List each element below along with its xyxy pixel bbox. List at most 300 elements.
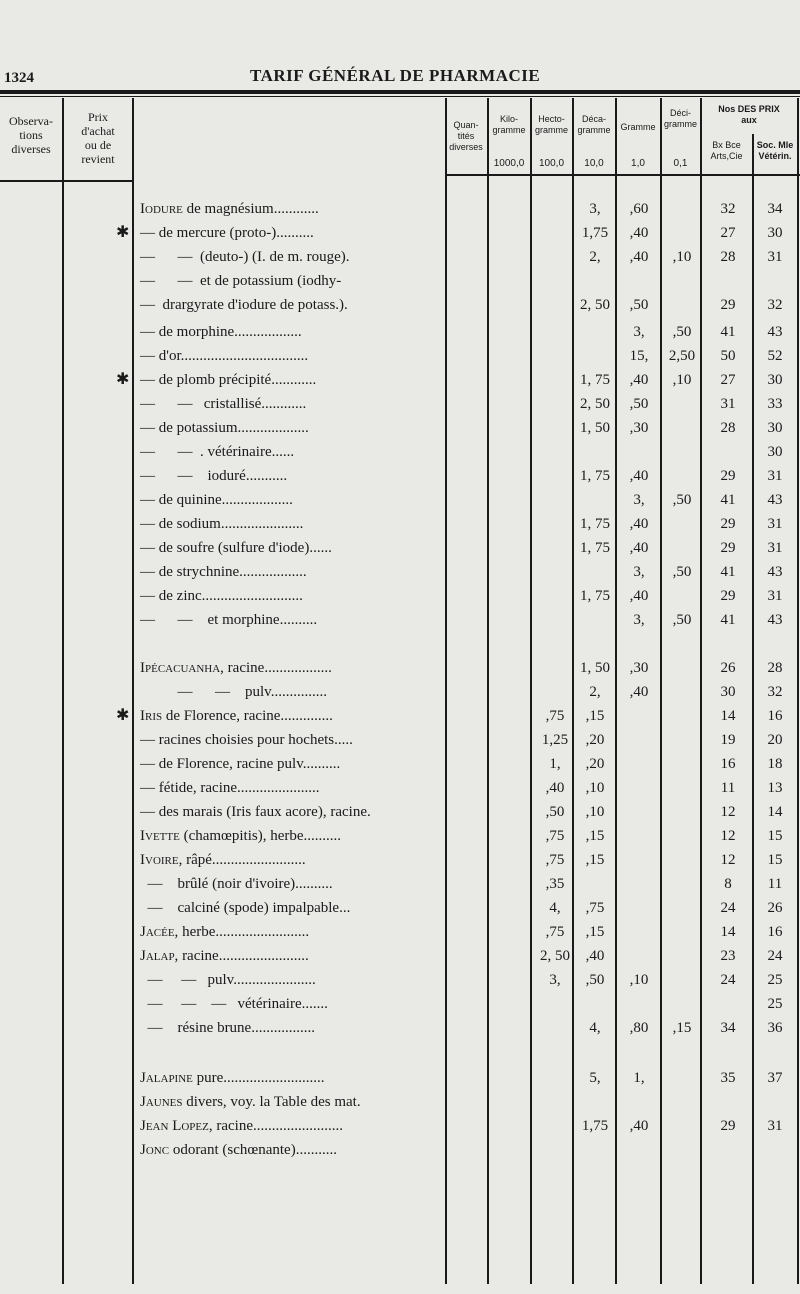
row-entry-name: Iodure	[140, 201, 183, 217]
price-soc-veterinaire: 30	[767, 420, 783, 436]
price-decagramme: ,10	[585, 780, 605, 796]
price-decagramme: ,15	[585, 708, 605, 724]
row-label	[140, 440, 294, 464]
row-leader-dots: ...............	[270, 684, 327, 700]
table-row	[0, 920, 800, 944]
price-arts: 34	[720, 1020, 736, 1036]
row-entry-text: de magnésium	[182, 201, 274, 217]
row-leader-dots: ..........	[295, 876, 333, 892]
price-decigramme: 2,50	[668, 348, 696, 364]
price-soc-veterinaire: 43	[767, 564, 783, 580]
table-row	[0, 464, 800, 488]
price-decagramme: 1, 50	[580, 420, 610, 436]
price-gramme: ,80	[629, 1020, 649, 1036]
price-arts: 41	[720, 564, 736, 580]
header-rule-left	[0, 180, 132, 182]
price-decagramme: 1, 75	[580, 516, 610, 532]
price-arts: 31	[720, 396, 736, 412]
price-soc-veterinaire: 31	[767, 1118, 783, 1134]
table-row	[0, 1090, 800, 1114]
price-gramme: 15,	[629, 348, 649, 364]
table-row	[0, 824, 800, 848]
header-gramme: Gramme	[620, 122, 656, 132]
price-soc-veterinaire: 30	[767, 225, 783, 241]
row-entry-text: racine	[223, 660, 265, 676]
header-prix-achat: Prix d'achat ou de revient	[81, 110, 115, 166]
row-leader-dots: ............	[271, 372, 317, 388]
header-observations: Observa- tions diverses	[9, 114, 53, 156]
row-label	[140, 221, 314, 245]
table-row	[0, 245, 800, 269]
table-row	[0, 1016, 800, 1040]
row-label	[140, 776, 320, 800]
row-entry-text: odorant (schœnante)	[169, 1142, 296, 1158]
table-row	[0, 776, 800, 800]
price-arts: 23	[720, 948, 736, 964]
price-soc-veterinaire: 25	[767, 972, 783, 988]
price-soc-veterinaire: 37	[767, 1070, 783, 1086]
header-arts: Bx Bce Arts,Cie	[710, 140, 743, 161]
header-deca-value: 10,0	[584, 158, 604, 169]
row-label	[140, 464, 287, 488]
table-row	[0, 221, 800, 245]
row-entry-text: — de Florence, racine pulv	[140, 756, 303, 772]
header-decigramme: Déci- gramme	[663, 108, 697, 129]
price-soc-veterinaire: 52	[767, 348, 783, 364]
header-hectogramme: Hecto- gramme	[534, 114, 568, 135]
row-entry-text: divers, voy. la Table des mat.	[182, 1094, 361, 1110]
row-leader-dots: ..................	[264, 660, 332, 676]
price-hectogramme: 3,	[549, 972, 561, 988]
price-gramme: ,50	[629, 297, 649, 313]
price-soc-veterinaire: 31	[767, 468, 783, 484]
price-decigramme: ,50	[672, 324, 692, 340]
row-entry-text: — des marais (Iris faux acore), racine.	[140, 804, 371, 820]
table-row	[0, 896, 800, 920]
price-soc-veterinaire: 28	[767, 660, 783, 676]
price-gramme: ,30	[629, 660, 649, 676]
table-row	[0, 992, 800, 1016]
price-gramme: ,40	[629, 1118, 649, 1134]
row-entry-text: — de quinine	[140, 492, 222, 508]
price-hectogramme: ,35	[545, 876, 565, 892]
table-row	[0, 848, 800, 872]
row-leader-dots: .......	[301, 996, 328, 1012]
price-decagramme: ,50	[585, 972, 605, 988]
row-leader-dots: ..........	[302, 756, 341, 772]
row-leader-dots: .....	[334, 732, 353, 748]
price-soc-veterinaire: 31	[767, 540, 783, 556]
row-leader-dots: ..................	[239, 564, 307, 580]
price-soc-veterinaire: 26	[767, 900, 783, 916]
row-leader-dots: ...........................	[201, 588, 303, 604]
price-decagramme: 1,75	[581, 225, 609, 241]
row-entry-text: — de soufre (sulfure d'iode)	[140, 540, 310, 556]
page-title: TARIF GÉNÉRAL DE PHARMACIE	[250, 66, 541, 85]
price-hectogramme: 4,	[549, 900, 561, 916]
price-soc-veterinaire: 33	[767, 396, 783, 412]
table-row	[0, 1138, 800, 1162]
row-leader-dots: ........................	[253, 1118, 343, 1134]
price-decagramme: ,10	[585, 804, 605, 820]
row-label	[140, 197, 319, 221]
row-entry-name: Jalapine	[140, 1070, 193, 1086]
price-decagramme: ,15	[585, 924, 605, 940]
table-row	[0, 1114, 800, 1138]
price-decigramme: ,10	[672, 249, 692, 265]
price-arts: 28	[720, 420, 736, 436]
price-soc-veterinaire: 43	[767, 492, 783, 508]
price-soc-veterinaire: 43	[767, 324, 783, 340]
table-row	[0, 344, 800, 368]
row-entry-text: — de zinc	[140, 588, 202, 604]
row-entry-text: racine	[212, 1118, 253, 1134]
row-star-icon: ✱	[116, 224, 130, 241]
price-decagramme: 2, 50	[580, 396, 610, 412]
price-soc-veterinaire: 16	[767, 708, 783, 724]
row-label	[140, 1138, 337, 1162]
price-hectogramme: 1,	[549, 756, 561, 772]
page-number: 1324	[4, 70, 34, 86]
price-arts: 28	[720, 249, 736, 265]
row-entry-text: — de morphine	[140, 324, 235, 340]
price-gramme: 1,	[633, 1070, 645, 1086]
price-soc-veterinaire: 31	[767, 588, 783, 604]
price-gramme: 3,	[633, 492, 645, 508]
price-arts: 8	[724, 876, 732, 892]
row-entry-text: — calciné (spode) impalpable	[140, 900, 340, 916]
row-label	[140, 992, 328, 1016]
price-hectogramme: ,75	[545, 828, 565, 844]
row-entry-name: Ivette	[140, 828, 180, 844]
row-label	[140, 536, 332, 560]
table-row	[0, 197, 800, 221]
header-rule-right	[445, 174, 800, 176]
price-decigramme: ,50	[672, 492, 692, 508]
row-leader-dots: ...................	[221, 492, 293, 508]
price-arts: 30	[720, 684, 736, 700]
price-decagramme: ,40	[585, 948, 605, 964]
price-soc-veterinaire: 36	[767, 1020, 783, 1036]
row-entry-text: racine	[178, 948, 219, 964]
price-arts: 29	[720, 516, 736, 532]
price-soc-veterinaire: 31	[767, 249, 783, 265]
table-row	[0, 728, 800, 752]
price-arts: 29	[720, 297, 736, 313]
header-kilogramme: Kilo- gramme	[492, 114, 526, 135]
row-entry-text: — fétide, racine	[140, 780, 238, 796]
row-leader-dots: .........................	[211, 852, 306, 868]
row-entry-text: de Florence, racine	[162, 708, 281, 724]
price-hectogramme: ,75	[545, 708, 565, 724]
row-label	[140, 896, 350, 920]
price-arts: 35	[720, 1070, 736, 1086]
row-label	[140, 368, 316, 392]
row-entry-text: — d'or	[140, 348, 181, 364]
row-entry-name: Ipécacuanha,	[140, 660, 224, 676]
price-hectogramme: ,40	[545, 780, 565, 796]
row-entry-name: Jalap,	[140, 948, 179, 964]
row-leader-dots: ............	[273, 201, 319, 217]
row-label	[140, 245, 350, 269]
header-nos-prix: Nos DES PRIX aux	[718, 104, 780, 125]
price-decagramme: 1,75	[581, 1118, 609, 1134]
price-arts: 12	[720, 852, 736, 868]
row-label	[140, 344, 308, 368]
row-star-icon: ✱	[116, 371, 130, 388]
row-leader-dots: ...................	[237, 420, 309, 436]
row-leader-dots: ......................	[233, 972, 316, 988]
price-hectogramme: 1,25	[541, 732, 569, 748]
price-gramme: 3,	[633, 564, 645, 580]
price-arts: 14	[720, 708, 736, 724]
price-arts: 29	[720, 588, 736, 604]
table-row	[0, 656, 800, 680]
row-label	[140, 269, 341, 293]
row-label	[140, 1016, 315, 1040]
table-row	[0, 368, 800, 392]
header-quantites: Quan- tités diverses	[449, 120, 483, 152]
row-leader-dots: ..........	[276, 225, 314, 241]
price-decagramme: ,75	[585, 900, 605, 916]
row-leader-dots: ..........	[279, 612, 318, 628]
row-leader-dots: ......................	[237, 780, 320, 796]
header-kilo-value: 1000,0	[493, 158, 525, 169]
table-row	[0, 416, 800, 440]
header-hecto-value: 100,0	[538, 158, 565, 169]
row-leader-dots: .........................	[215, 924, 310, 940]
price-gramme: ,40	[629, 684, 649, 700]
row-label	[140, 968, 316, 992]
row-label	[140, 680, 327, 704]
row-label	[140, 560, 307, 584]
price-decagramme: 3,	[589, 201, 601, 217]
price-soc-veterinaire: 32	[767, 297, 783, 313]
row-leader-dots: ...........................	[223, 1070, 325, 1086]
row-entry-text: râpé	[182, 852, 212, 868]
row-entry-text: — brûlé (noir d'ivoire)	[140, 876, 296, 892]
row-label	[140, 800, 371, 824]
price-soc-veterinaire: 20	[767, 732, 783, 748]
row-label	[140, 584, 303, 608]
row-leader-dots: ..............	[280, 708, 333, 724]
price-arts: 19	[720, 732, 736, 748]
row-label	[140, 944, 309, 968]
row-entry-name: Jacée,	[140, 924, 179, 940]
price-arts: 12	[720, 804, 736, 820]
row-entry-text: — — ioduré	[140, 468, 246, 484]
price-hectogramme: ,75	[545, 924, 565, 940]
table-row	[0, 560, 800, 584]
row-entry-text: — — cristallisé	[140, 396, 262, 412]
row-label	[140, 848, 306, 872]
price-arts: 29	[720, 468, 736, 484]
price-gramme: 3,	[633, 324, 645, 340]
table-row	[0, 704, 800, 728]
price-arts: 41	[720, 492, 736, 508]
price-decagramme: 1, 75	[580, 372, 610, 388]
price-soc-veterinaire: 24	[767, 948, 783, 964]
price-soc-veterinaire: 34	[767, 201, 783, 217]
price-soc-veterinaire: 32	[767, 684, 783, 700]
price-soc-veterinaire: 16	[767, 924, 783, 940]
table-row	[0, 584, 800, 608]
price-decagramme: 4,	[589, 1020, 601, 1036]
table-row	[0, 872, 800, 896]
row-entry-text: — — et morphine	[140, 612, 280, 628]
table-row	[0, 488, 800, 512]
price-hectogramme: ,50	[545, 804, 565, 820]
price-decigramme: ,50	[672, 612, 692, 628]
row-label	[140, 920, 309, 944]
row-star-icon: ✱	[116, 707, 130, 724]
row-leader-dots: ...........	[295, 1142, 337, 1158]
row-label	[140, 293, 348, 317]
row-entry-text: — de plomb précipité	[140, 372, 272, 388]
price-decagramme: ,15	[585, 852, 605, 868]
row-label	[140, 488, 293, 512]
row-label	[140, 608, 317, 632]
price-soc-veterinaire: 30	[767, 372, 783, 388]
header-decagramme: Déca- gramme	[577, 114, 611, 135]
table-row	[0, 944, 800, 968]
price-decagramme: 2,	[589, 249, 601, 265]
price-decigramme: ,15	[672, 1020, 692, 1036]
row-leader-dots: ............	[261, 396, 307, 412]
price-arts: 29	[720, 1118, 736, 1134]
row-leader-dots: ......	[271, 444, 295, 460]
price-arts: 26	[720, 660, 736, 676]
price-gramme: ,40	[629, 468, 649, 484]
price-arts: 24	[720, 972, 736, 988]
row-entry-name: Iris	[140, 708, 163, 724]
price-arts: 24	[720, 900, 736, 916]
price-arts: 50	[720, 348, 736, 364]
row-entry-text: pure	[192, 1070, 224, 1086]
price-gramme: ,40	[629, 588, 649, 604]
table-row	[0, 752, 800, 776]
price-gramme: ,50	[629, 396, 649, 412]
row-leader-dots: ......................	[220, 516, 304, 532]
row-leader-dots: ..........	[303, 828, 342, 844]
header-deci-value: 0,1	[673, 158, 688, 169]
price-arts: 32	[720, 201, 736, 217]
row-entry-text: — — (deuto-) (I. de m. rouge).	[140, 249, 350, 265]
row-leader-dots: ...	[339, 900, 351, 916]
table-row	[0, 1066, 800, 1090]
price-arts: 11	[720, 780, 736, 796]
table-row	[0, 800, 800, 824]
price-decigramme: ,10	[672, 372, 692, 388]
price-decagramme: ,20	[585, 732, 605, 748]
header-gramme-value: 1,0	[631, 158, 645, 169]
row-label	[140, 872, 333, 896]
row-entry-name: Jean Lopez,	[140, 1118, 213, 1134]
row-label	[140, 824, 341, 848]
price-gramme: ,10	[629, 972, 649, 988]
row-leader-dots: .................	[251, 1020, 315, 1036]
price-decagramme: ,20	[585, 756, 605, 772]
row-label	[140, 728, 353, 752]
price-gramme: ,40	[629, 372, 649, 388]
price-decagramme: 1, 75	[580, 468, 610, 484]
price-hectogramme: ,75	[545, 852, 565, 868]
price-decagramme: 2,	[589, 684, 601, 700]
table-row	[0, 440, 800, 464]
table-row	[0, 512, 800, 536]
row-label	[140, 512, 303, 536]
price-soc-veterinaire: 31	[767, 516, 783, 532]
row-label	[140, 1114, 343, 1138]
price-gramme: ,40	[629, 249, 649, 265]
price-arts: 12	[720, 828, 736, 844]
row-label	[140, 1090, 361, 1114]
row-label	[140, 392, 306, 416]
price-decagramme: 1, 75	[580, 540, 610, 556]
top-rule	[0, 90, 800, 94]
row-entry-text: herbe	[178, 924, 216, 940]
row-entry-text: — — pulv	[140, 972, 234, 988]
price-gramme: ,40	[629, 516, 649, 532]
header-soc: Soc. Mle Vétérin.	[756, 140, 794, 161]
price-decagramme: 5,	[589, 1070, 601, 1086]
price-soc-veterinaire: 18	[767, 756, 783, 772]
price-arts: 27	[720, 225, 736, 241]
row-label	[140, 656, 332, 680]
price-soc-veterinaire: 13	[767, 780, 783, 796]
row-leader-dots: ..................	[234, 324, 302, 340]
row-entry-text: — de sodium	[140, 516, 221, 532]
table-row	[0, 293, 800, 317]
table-row	[0, 392, 800, 416]
row-entry-text: — résine brune	[140, 1020, 252, 1036]
row-entry-name: Jaunes	[140, 1094, 183, 1110]
price-gramme: ,40	[629, 225, 649, 241]
price-arts: 41	[720, 612, 736, 628]
price-decagramme: ,15	[585, 828, 605, 844]
table-row	[0, 680, 800, 704]
price-arts: 41	[720, 324, 736, 340]
price-arts: 16	[720, 756, 736, 772]
row-leader-dots: ...........	[245, 468, 288, 484]
row-leader-dots: ..................................	[180, 348, 309, 364]
price-decagramme: 1, 75	[580, 588, 610, 604]
row-entry-text: — de potassium	[140, 420, 238, 436]
price-soc-veterinaire: 15	[767, 852, 783, 868]
price-gramme: ,60	[629, 201, 649, 217]
row-leader-dots: ......	[309, 540, 332, 556]
price-gramme: ,30	[629, 420, 649, 436]
row-entry-text: — de strychnine	[140, 564, 240, 580]
price-decagramme: 2, 50	[580, 297, 610, 313]
price-gramme: ,40	[629, 540, 649, 556]
table-row	[0, 536, 800, 560]
row-entry-text: — de mercure (proto-)	[140, 225, 277, 241]
row-entry-text: — — . vétérinaire	[140, 444, 272, 460]
price-decigramme: ,50	[672, 564, 692, 580]
price-soc-veterinaire: 43	[767, 612, 783, 628]
row-label	[140, 416, 309, 440]
table-row	[0, 320, 800, 344]
row-label	[140, 752, 340, 776]
price-soc-veterinaire: 11	[767, 876, 783, 892]
row-entry-text: (chamœpitis), herbe	[179, 828, 304, 844]
price-decagramme: 1, 50	[580, 660, 610, 676]
price-soc-veterinaire: 30	[767, 444, 783, 460]
row-label	[140, 320, 302, 344]
row-leader-dots: ........................	[218, 948, 309, 964]
row-label	[140, 1066, 325, 1090]
